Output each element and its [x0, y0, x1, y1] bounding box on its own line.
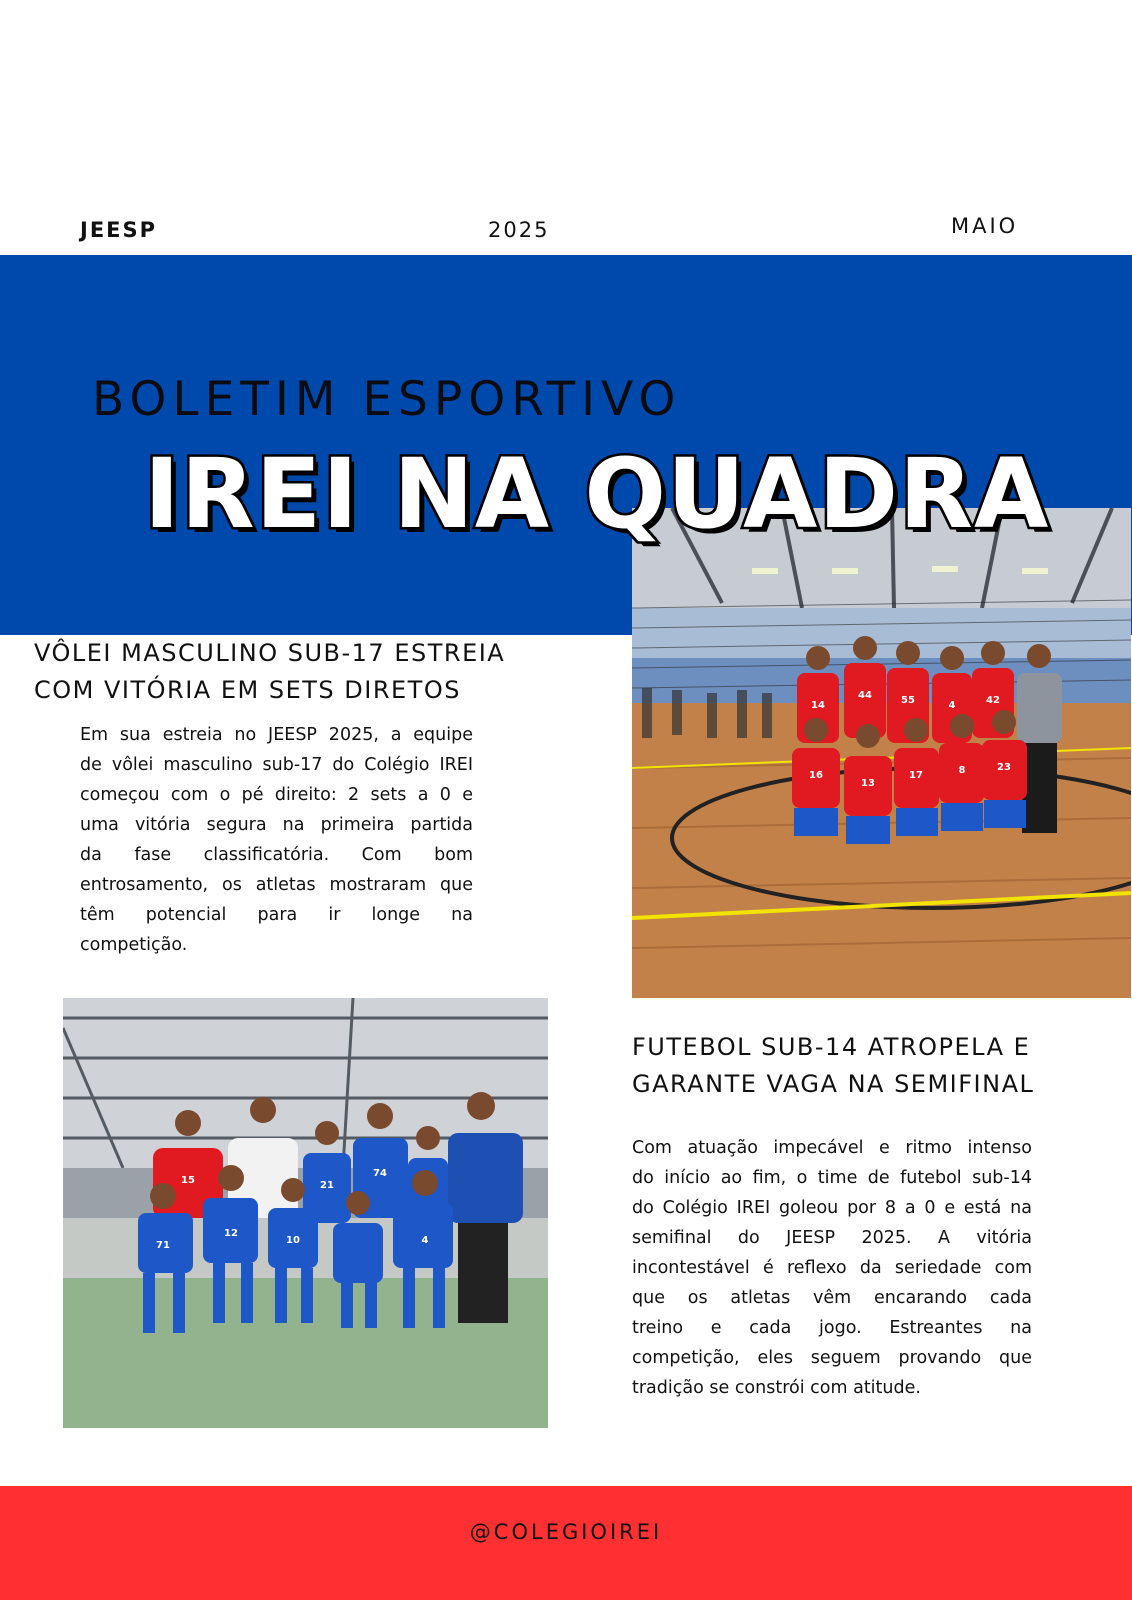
body-line: semifinal do JEESP 2025. A vitória: [632, 1228, 1032, 1248]
football-article-body: [632, 1133, 1032, 1403]
volleyball-article-body: [80, 720, 473, 960]
header-left-label: JEESP: [80, 218, 158, 242]
banner-headline: IREI NA QUADRA: [144, 438, 1050, 550]
body-line: uma vitória segura na primeira partida: [80, 815, 473, 835]
header-month: MAIO: [951, 214, 1019, 238]
body-line: Com atuação impecável e ritmo intenso: [632, 1138, 1032, 1158]
jersey-number: 44: [858, 690, 872, 701]
header-year: 2025: [488, 218, 550, 242]
jersey-number: 21: [320, 1180, 334, 1191]
body-line: competição, eles seguem provando que: [632, 1348, 1032, 1368]
jersey-number: 8: [958, 765, 966, 776]
body-line: do Colégio IREI goleou por 8 a 0 e está na: [632, 1198, 1032, 1218]
football-photo-illustration: [63, 998, 548, 1428]
jersey-number: 71: [156, 1240, 170, 1251]
jersey-number: 16: [809, 770, 823, 781]
banner-kicker: BOLETIM ESPORTIVO: [92, 372, 682, 427]
title-line: GARANTE VAGA NA SEMIFINAL: [632, 1070, 1035, 1098]
body-line: competição.: [80, 935, 188, 955]
body-line: Em sua estreia no JEESP 2025, a equipe: [80, 725, 473, 745]
body-line: começou com o pé direito: 2 sets a 0 e: [80, 785, 473, 805]
body-line: tradição se constrói com atitude.: [632, 1378, 921, 1398]
body-line: incontestável é reflexo da seriedade com: [632, 1258, 1032, 1278]
body-line: têm potencial para ir longe na: [80, 905, 473, 925]
jersey-number: 13: [861, 778, 875, 789]
jersey-number: 17: [909, 770, 923, 781]
jersey-number: 23: [997, 762, 1011, 773]
jersey-number: 12: [224, 1228, 238, 1239]
body-line: de vôlei masculino sub-17 do Colégio IREI: [80, 755, 473, 775]
body-line: treino e cada jogo. Estreantes na: [632, 1318, 1032, 1338]
title-line: VÔLEI MASCULINO SUB-17 ESTREIA: [34, 639, 506, 667]
body-line: que os atletas vêm encarando cada: [632, 1288, 1032, 1308]
volleyball-article-title: [34, 635, 505, 709]
jersey-number: 14: [811, 700, 825, 711]
body-line: entrosamento, os atletas mostraram que: [80, 875, 473, 895]
body-line: da fase classificatória. Com bom: [80, 845, 473, 865]
football-article-title: [632, 1029, 1034, 1103]
volleyball-photo-illustration: [632, 508, 1131, 998]
volleyball-team-photo: [632, 508, 1131, 998]
football-team-photo: [63, 998, 548, 1428]
title-line: FUTEBOL SUB-14 ATROPELA E: [632, 1033, 1031, 1061]
jersey-number: 4: [948, 700, 956, 711]
body-line: do início ao fim, o time de futebol sub-14: [632, 1168, 1032, 1188]
title-line: COM VITÓRIA EM SETS DIRETOS: [34, 676, 461, 704]
footer-social-handle[interactable]: @COLEGIOIREI: [469, 1520, 663, 1544]
jersey-number: 74: [373, 1168, 387, 1179]
jersey-number: 42: [986, 695, 1000, 706]
jersey-number: 15: [181, 1175, 195, 1186]
jersey-number: 4: [421, 1235, 429, 1246]
jersey-number: 55: [901, 695, 915, 706]
jersey-number: 10: [286, 1235, 300, 1246]
